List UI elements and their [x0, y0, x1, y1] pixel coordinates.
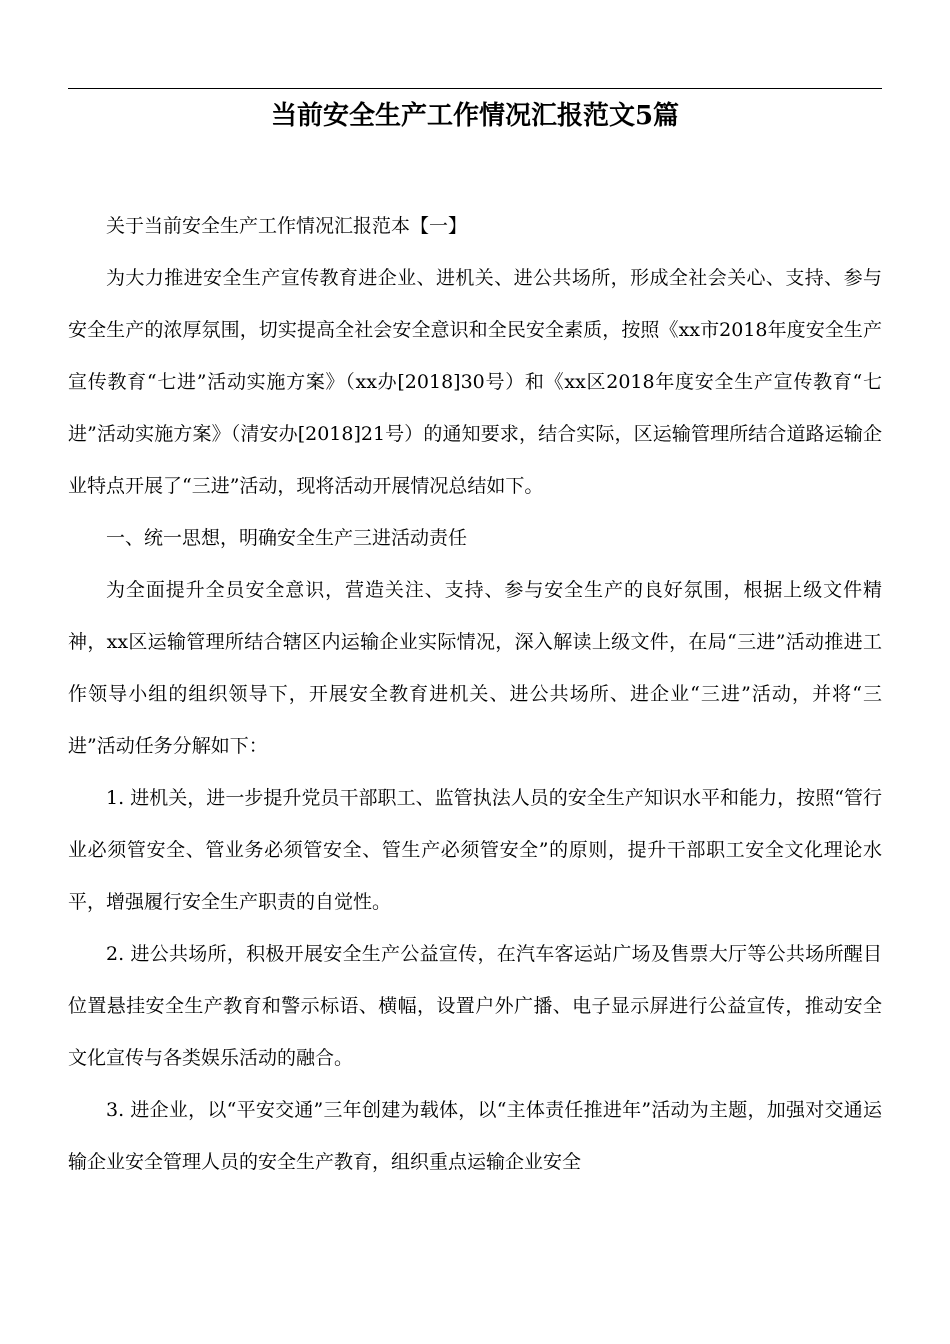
section-heading-unify: 一、统一思想，明确安全生产三进活动责任 [106, 527, 468, 549]
header-rule [68, 88, 882, 89]
section-heading-1: 关于当前安全生产工作情况汇报范本【一】 [106, 215, 468, 237]
list-item-1: 1. 进机关，进一步提升党员干部职工、监管执法人员的安全生产知识水平和能力，按照“管行业必须管安全、管业务必须管安全、管生产必须管安全”的原则，提升干部职工安全文化理论水平，增强履行安全生产职责的自觉性。 [68, 787, 882, 913]
paragraph-task: 为全面提升全员安全意识，营造关注、支持、参与安全生产的良好氛围，根据上级文件精神，xx区运输管理所结合辖区内运输企业实际情况，深入解读上级文件，在局“三进”活动推进工作领导小组的组织领导下，开展安全教育进机关、进公共场所、进企业“三进”活动，并将“三进”活动任务分解如下： [68, 579, 882, 757]
list-item-2: 2. 进公共场所，积极开展安全生产公益宣传，在汽车客运站广场及售票大厅等公共场所醒目位置悬挂安全生产教育和警示标语、横幅，设置户外广播、电子显示屏进行公益宣传，推动安全文化宣传与各类娱乐活动的融合。 [68, 943, 882, 1069]
document-title: 当前安全生产工作情况汇报范文5篇 [270, 101, 680, 131]
paragraph-intro: 为大力推进安全生产宣传教育进企业、进机关、进公共场所，形成全社会关心、支持、参与安全生产的浓厚氛围，切实提高全社会安全意识和全民安全素质，按照《xx市2018年度安全生产宣传教育“七进”活动实施方案》（xx办[2018]30号）和《xx区2018年度安全生产宣传教育“七进”活动实施方案》（清安办[2018]21号）的通知要求，结合实际，区运输管理所结合道路运输企业特点开展了“三进”活动，现将活动开展情况总结如下。 [68, 267, 882, 497]
list-item-3: 3. 进企业，以“平安交通”三年创建为载体，以“主体责任推进年”活动为主题，加强对交通运输企业安全管理人员的安全生产教育，组织重点运输企业安全 [68, 1099, 882, 1173]
document-body [68, 200, 882, 1188]
